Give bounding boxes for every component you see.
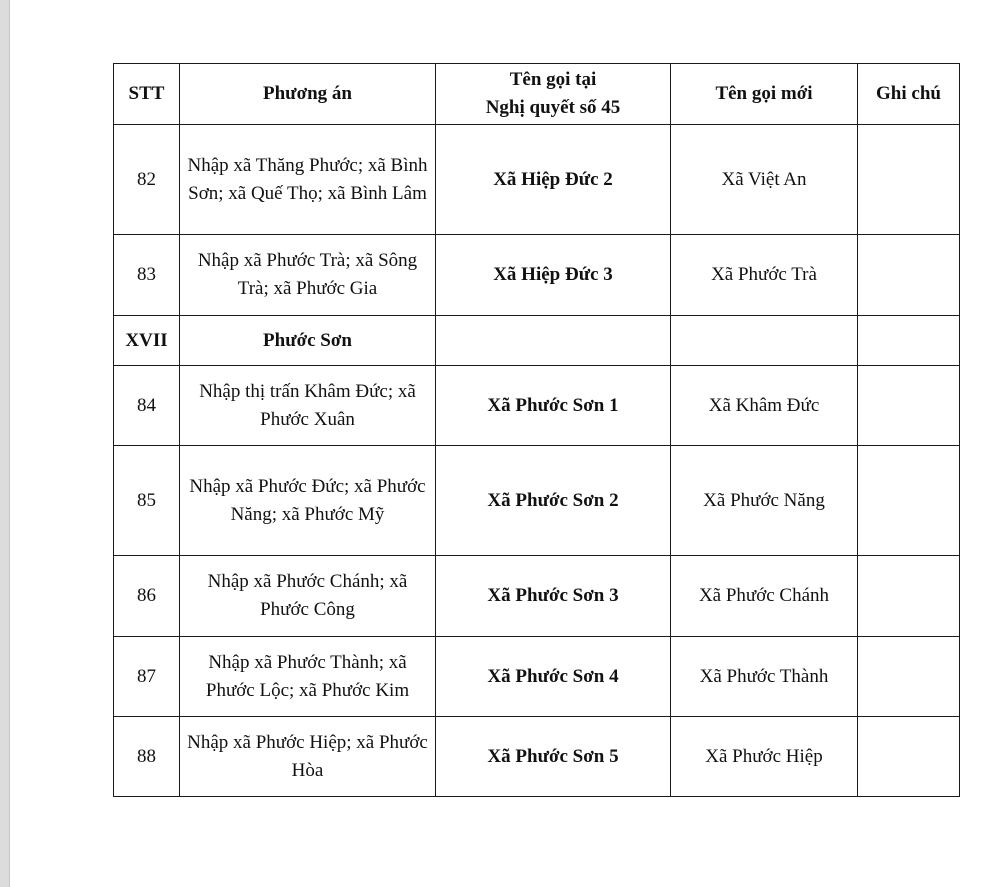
cell-phuong-an: Nhập xã Phước Đức; xã Phước Năng; xã Phước Mỹ: [180, 446, 436, 556]
header-ten-goi-moi: Tên gọi mới: [671, 64, 858, 125]
cell-ten-goi-nghi-quyet: Xã Phước Sơn 3: [436, 556, 671, 637]
cell-ghi-chu: [858, 637, 960, 717]
header-ten-goi-line1: Tên gọi tại: [509, 69, 597, 90]
cell-ghi-chu: [858, 717, 960, 797]
cell-ten-goi-nghi-quyet: Xã Hiệp Đức 3: [436, 235, 671, 316]
cell-ghi-chu: [858, 235, 960, 316]
page-edge-shadow: [0, 0, 10, 887]
cell-phuong-an: Nhập xã Phước Trà; xã Sông Trà; xã Phước Gia: [180, 235, 436, 316]
header-ten-goi-line2: Nghị quyết số 45: [485, 97, 621, 118]
cell-ghi-chu: [858, 366, 960, 446]
commune-merger-table: [113, 63, 960, 797]
cell-ten-goi-moi: Xã Phước Trà: [671, 235, 858, 316]
cell-ghi-chu: [858, 556, 960, 637]
cell-ten-goi-nghi-quyet: Xã Phước Sơn 1: [436, 366, 671, 446]
cell-ten-goi-moi: Xã Phước Chánh: [671, 556, 858, 637]
cell-stt: 83: [114, 235, 180, 316]
table-row: [114, 637, 960, 717]
cell-phuong-an: Nhập xã Thăng Phước; xã Bình Sơn; xã Quế Thọ; xã Bình Lâm: [180, 125, 436, 235]
cell-ten-goi-moi: [671, 316, 858, 366]
cell-ghi-chu: [858, 446, 960, 556]
cell-stt: 84: [114, 366, 180, 446]
header-ten-goi-nghi-quyet: [436, 64, 671, 125]
header-ghi-chu: Ghi chú: [858, 64, 960, 125]
cell-phuong-an: Nhập xã Phước Chánh; xã Phước Công: [180, 556, 436, 637]
cell-phuong-an: Nhập xã Phước Hiệp; xã Phước Hòa: [180, 717, 436, 797]
cell-phuong-an: Nhập xã Phước Thành; xã Phước Lộc; xã Phước Kim: [180, 637, 436, 717]
cell-ten-goi-nghi-quyet: Xã Phước Sơn 4: [436, 637, 671, 717]
cell-phuong-an: Nhập thị trấn Khâm Đức; xã Phước Xuân: [180, 366, 436, 446]
section-row: [114, 316, 960, 366]
cell-ten-goi-moi: Xã Phước Thành: [671, 637, 858, 717]
cell-ten-goi-moi: Xã Việt An: [671, 125, 858, 235]
cell-ghi-chu: [858, 125, 960, 235]
header-phuong-an: Phương án: [180, 64, 436, 125]
cell-ten-goi-nghi-quyet: [436, 316, 671, 366]
cell-stt: 88: [114, 717, 180, 797]
table-row: [114, 556, 960, 637]
table-row: [114, 446, 960, 556]
cell-ten-goi-moi: Xã Phước Hiệp: [671, 717, 858, 797]
cell-ten-goi-nghi-quyet: Xã Hiệp Đức 2: [436, 125, 671, 235]
cell-ten-goi-nghi-quyet: Xã Phước Sơn 5: [436, 717, 671, 797]
cell-stt: 85: [114, 446, 180, 556]
table-row: [114, 717, 960, 797]
header-row: [114, 64, 960, 125]
cell-ten-goi-moi: Xã Khâm Đức: [671, 366, 858, 446]
cell-ten-goi-moi: Xã Phước Năng: [671, 446, 858, 556]
cell-stt: 87: [114, 637, 180, 717]
header-stt: STT: [114, 64, 180, 125]
table-row: [114, 235, 960, 316]
section-number: XVII: [114, 316, 180, 366]
cell-ghi-chu: [858, 316, 960, 366]
table-row: [114, 366, 960, 446]
section-title: Phước Sơn: [180, 316, 436, 366]
cell-ten-goi-nghi-quyet: Xã Phước Sơn 2: [436, 446, 671, 556]
cell-stt: 82: [114, 125, 180, 235]
cell-stt: 86: [114, 556, 180, 637]
table-row: [114, 125, 960, 235]
